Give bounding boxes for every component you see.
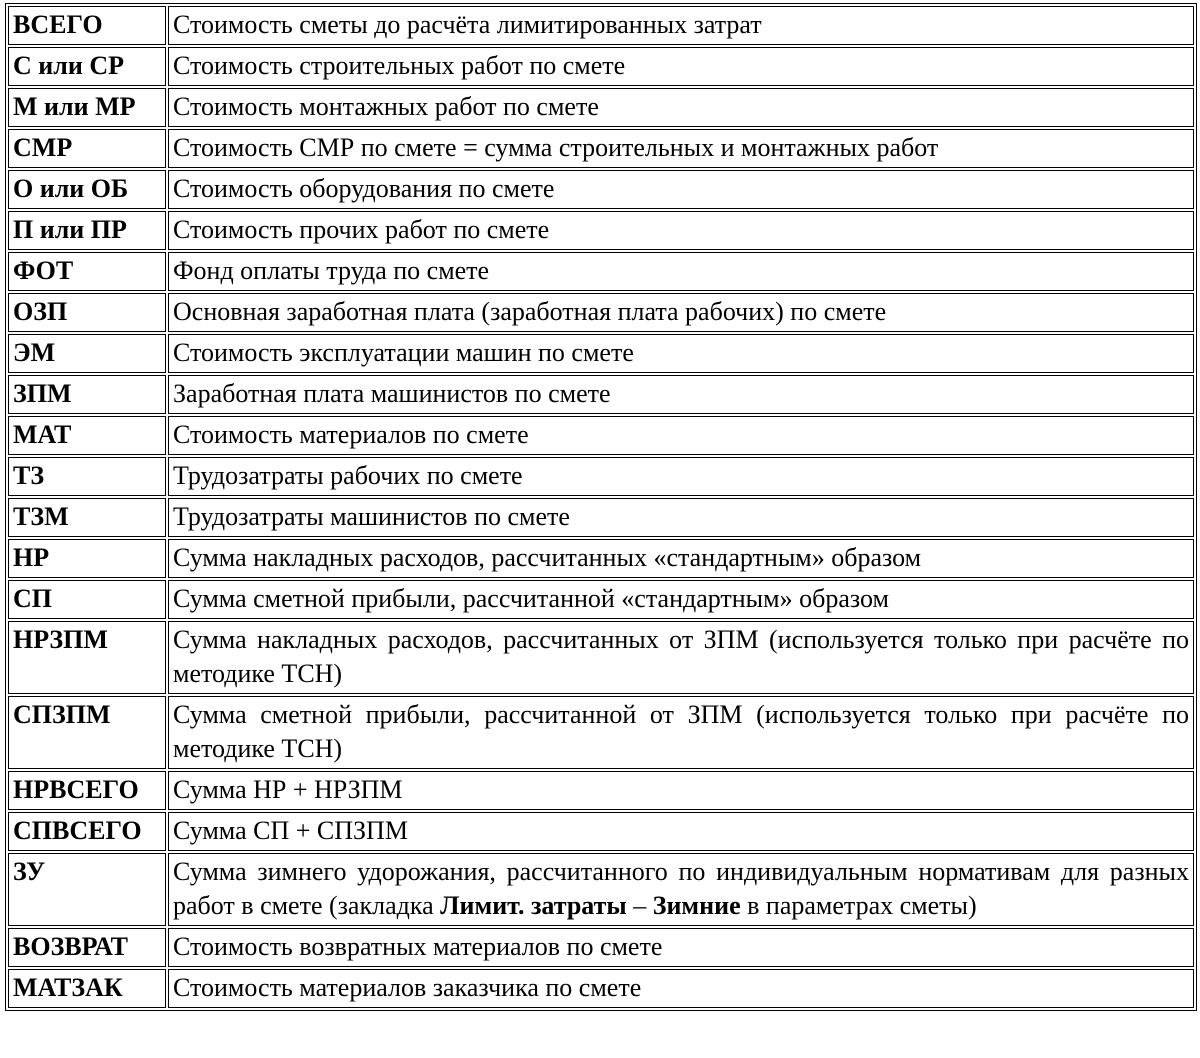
abbreviation-cell: ТЗ: [8, 457, 166, 496]
table-row: [8, 621, 1194, 694]
table-row: [8, 47, 1194, 86]
abbreviation-cell: ОЗП: [8, 293, 166, 332]
description-cell: Сумма накладных расходов, рассчитанных от ЗПМ (используется только при расчёте по методике ТСН): [168, 621, 1194, 694]
abbreviation-cell: НРВСЕГО: [8, 771, 166, 810]
description-cell: Фонд оплаты труда по смете: [168, 252, 1194, 291]
glossary-container: [5, 3, 1197, 1011]
description-cell: Стоимость строительных работ по смете: [168, 47, 1194, 86]
table-row: [8, 812, 1194, 851]
table-row: [8, 416, 1194, 455]
table-row: [8, 252, 1194, 291]
description-cell: Стоимость монтажных работ по смете: [168, 88, 1194, 127]
description-cell: Стоимость эксплуатации машин по смете: [168, 334, 1194, 373]
description-cell: Стоимость СМР по смете = сумма строительных и монтажных работ: [168, 129, 1194, 168]
table-row: [8, 6, 1194, 45]
table-row: [8, 928, 1194, 967]
abbreviation-cell: ЭМ: [8, 334, 166, 373]
description-cell: Стоимость материалов по смете: [168, 416, 1194, 455]
description-text: Сумма зимнего удорожания, рассчитанного по индивидуальным нормативам для разных работ в смете (закладка: [173, 857, 1189, 920]
table-row: [8, 498, 1194, 537]
description-cell: [168, 853, 1194, 926]
abbreviation-cell: ВОЗВРАТ: [8, 928, 166, 967]
abbreviation-cell: ТЗМ: [8, 498, 166, 537]
table-row: [8, 88, 1194, 127]
description-dash: –: [626, 891, 653, 920]
description-cell: Заработная плата машинистов по смете: [168, 375, 1194, 414]
table-row: [8, 771, 1194, 810]
table-row: [8, 696, 1194, 769]
table-row: [8, 457, 1194, 496]
abbreviation-cell: М или МР: [8, 88, 166, 127]
abbreviation-cell: ВСЕГО: [8, 6, 166, 45]
abbreviation-cell: ЗПМ: [8, 375, 166, 414]
abbreviation-glossary-table: [5, 3, 1197, 1011]
table-row: [8, 211, 1194, 250]
abbreviation-cell: ЗУ: [8, 853, 166, 926]
abbreviation-cell: НР: [8, 539, 166, 578]
description-cell: Стоимость возвратных материалов по смете: [168, 928, 1194, 967]
description-cell: Стоимость сметы до расчёта лимитированных затрат: [168, 6, 1194, 45]
tab-name-limit-costs: Лимит. затраты: [440, 891, 627, 920]
abbreviation-cell: ФОТ: [8, 252, 166, 291]
table-row: [8, 293, 1194, 332]
table-row: [8, 375, 1194, 414]
description-cell: Трудозатраты машинистов по смете: [168, 498, 1194, 537]
description-cell: Сумма СП + СПЗПМ: [168, 812, 1194, 851]
abbreviation-cell: НРЗПМ: [8, 621, 166, 694]
table-row: [8, 969, 1194, 1008]
description-cell: Сумма НР + НРЗПМ: [168, 771, 1194, 810]
description-cell: Основная заработная плата (заработная плата рабочих) по смете: [168, 293, 1194, 332]
description-text-end: в параметрах сметы): [740, 891, 977, 920]
table-row: [8, 539, 1194, 578]
description-cell: Сумма сметной прибыли, рассчитанной «стандартным» образом: [168, 580, 1194, 619]
description-cell: Стоимость материалов заказчика по смете: [168, 969, 1194, 1008]
abbreviation-cell: СПЗПМ: [8, 696, 166, 769]
description-cell: Стоимость прочих работ по смете: [168, 211, 1194, 250]
abbreviation-cell: СПВСЕГО: [8, 812, 166, 851]
table-row: [8, 334, 1194, 373]
abbreviation-cell: П или ПР: [8, 211, 166, 250]
table-row: [8, 853, 1194, 926]
tab-name-winter: Зимние: [652, 891, 741, 920]
description-cell: Стоимость оборудования по смете: [168, 170, 1194, 209]
abbreviation-cell: СМР: [8, 129, 166, 168]
abbreviation-cell: МАТ: [8, 416, 166, 455]
abbreviation-cell: СП: [8, 580, 166, 619]
table-row: [8, 580, 1194, 619]
description-cell: Трудозатраты рабочих по смете: [168, 457, 1194, 496]
description-cell: Сумма сметной прибыли, рассчитанной от ЗПМ (используется только при расчёте по методике ТСН): [168, 696, 1194, 769]
abbreviation-cell: О или ОБ: [8, 170, 166, 209]
description-cell: Сумма накладных расходов, рассчитанных «стандартным» образом: [168, 539, 1194, 578]
abbreviation-cell: МАТЗАК: [8, 969, 166, 1008]
abbreviation-cell: С или СР: [8, 47, 166, 86]
table-row: [8, 129, 1194, 168]
table-row: [8, 170, 1194, 209]
